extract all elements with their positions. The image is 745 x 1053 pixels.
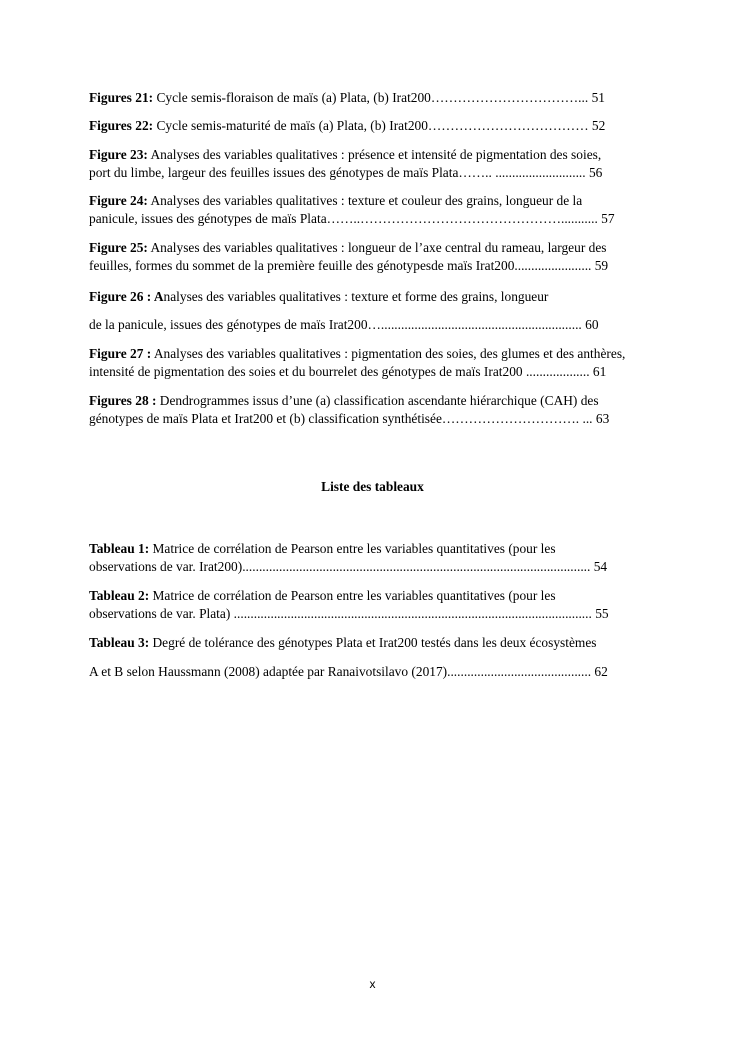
toc-line: Tableau 2: Matrice de corrélation de Pearson entre les variables quantitatives (pour les — [89, 588, 556, 603]
toc-line: port du limbe, largeur des feuilles issues des génotypes de maïs Plata…….. ........................... 56 — [89, 165, 603, 180]
toc-line: A et B selon Haussmann (2008) adaptée par Ranaivotsilavo (2017)........................................... 62 — [89, 664, 608, 679]
toc-entry-figure-26-continued — [89, 316, 669, 334]
toc-entry-table-1 — [89, 540, 669, 576]
toc-entry-table-2 — [89, 587, 669, 623]
toc-entry-figure-21 — [89, 89, 669, 107]
tables-list-heading: Liste des tableaux — [321, 479, 424, 494]
toc-line: Figure 27 : Analyses des variables qualitatives : pigmentation des soies, des glumes et des anthères, — [89, 346, 626, 361]
toc-line: observations de var. Plata) ........................................................................................................... 55 — [89, 606, 609, 621]
toc-line: Figure 23: Analyses des variables qualitatives : présence et intensité de pigmentation des soies, — [89, 147, 602, 162]
toc-entry-figure-24 — [89, 192, 669, 228]
toc-line: Tableau 1: Matrice de corrélation de Pearson entre les variables quantitatives (pour les — [89, 541, 556, 556]
toc-entry-figure-26 — [89, 288, 669, 306]
toc-line: Figures 21: Cycle semis-floraison de maïs (a) Plata, (b) Irat200……………………………... 51 — [89, 90, 605, 105]
toc-line: Figure 24: Analyses des variables qualitatives : texture et couleur des grains, longueur de la — [89, 193, 583, 208]
toc-entry-table-3-continued — [89, 663, 669, 681]
toc-line: génotypes de maïs Plata et Irat200 et (b) classification synthétisée…………………………. ... 63 — [89, 411, 610, 426]
toc-entry-figure-25 — [89, 239, 669, 275]
toc-line: Figure 25: Analyses des variables qualitatives : longueur de l’axe central du rameau, largeur des — [89, 240, 607, 255]
toc-line: Figure 26 : Analyses des variables qualitatives : texture et forme des grains, longueur — [89, 289, 549, 304]
toc-line: intensité de pigmentation des soies et du bourrelet des génotypes de maïs Irat200 ................... 61 — [89, 364, 607, 379]
toc-entry-figure-27 — [89, 345, 669, 381]
toc-line: Figures 28 : Dendrogrammes issus d’une (a) classification ascendante hiérarchique (CAH) des — [89, 393, 599, 408]
toc-line: feuilles, formes du sommet de la première feuille des génotypesde maïs Irat200....................... 59 — [89, 258, 609, 273]
toc-entry-figure-23 — [89, 146, 669, 182]
toc-entry-table-3 — [89, 634, 669, 652]
toc-line: observations de var. Irat200)........................................................................................................ 54 — [89, 559, 608, 574]
toc-line: panicule, issues des génotypes de maïs Plata……..………………………………………........... 57 — [89, 211, 615, 226]
toc-entry-figure-22 — [89, 117, 669, 135]
toc-line: Tableau 3: Degré de tolérance des génotypes Plata et Irat200 testés dans les deux écosystèmes — [89, 635, 597, 650]
page-number: x — [369, 977, 376, 991]
toc-line: Figures 22: Cycle semis-maturité de maïs (a) Plata, (b) Irat200……………………………… 52 — [89, 118, 606, 133]
toc-entry-figure-28 — [89, 392, 669, 428]
toc-line: de la panicule, issues des génotypes de maïs Irat200…............................................................ 60 — [89, 317, 599, 332]
